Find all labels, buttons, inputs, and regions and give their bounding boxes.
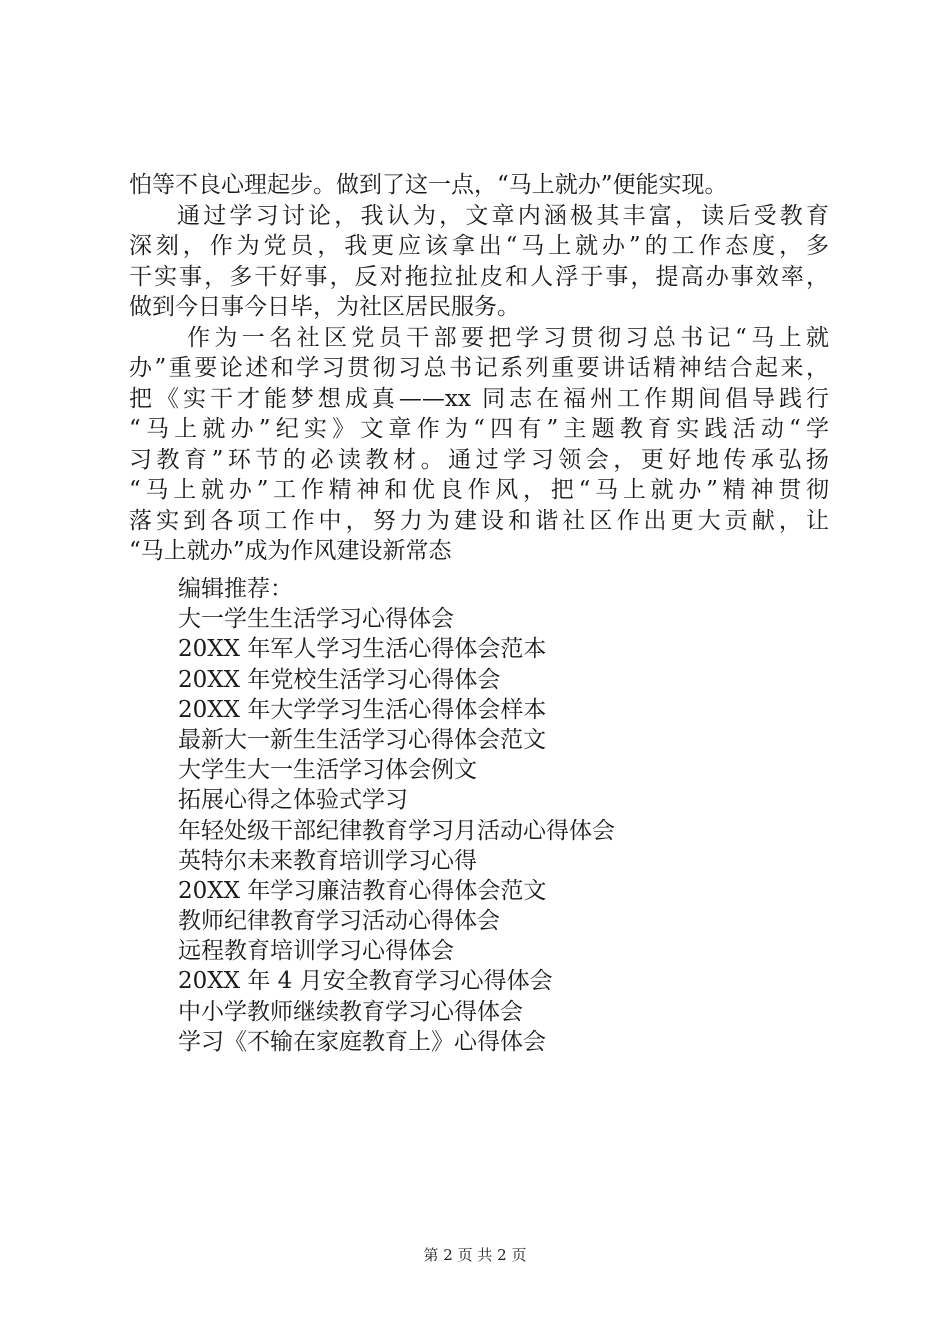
paragraph-3-line-2: 办”重要论述和学习贯彻习总书记系列重要讲话精神结合起来， — [129, 355, 829, 381]
recommend-item[interactable]: 大一学生生活学习心得体会 — [178, 606, 454, 633]
paragraph-3-line-8: “马上就办”成为作风建设新常态 — [129, 538, 452, 564]
paragraph-2-line-1: 通过学习讨论，我认为，文章内涵极其丰富，读后受教育 — [177, 202, 829, 229]
paragraph-3-line-5: 习教育”环节的必读教材。通过学习领会，更好地传承弘扬 — [129, 446, 829, 473]
recommend-item[interactable]: 最新大一新生生活学习心得体会范文 — [178, 726, 546, 753]
paragraph-1-line-1: 怕等不良心理起步。做到了这一点，“马上就办”便能实现。 — [129, 172, 728, 198]
recommend-item[interactable]: 20XX 年军人学习生活心得体会范本 — [178, 636, 547, 663]
recommend-item[interactable]: 学习《不输在家庭教育上》心得体会 — [178, 1028, 546, 1055]
paragraph-3-line-4: “马上就办”纪实》文章作为“四有”主题教育实践活动“学 — [129, 416, 829, 442]
recommend-item[interactable]: 远程教育培训学习心得体会 — [178, 938, 454, 965]
recommend-item[interactable]: 20XX 年 4 月安全教育学习心得体会 — [178, 968, 553, 995]
recommend-item[interactable]: 大学生大一生活学习体会例文 — [178, 757, 477, 784]
paragraph-3-line-7: 落实到各项工作中，努力为建设和谐社区作出更大贡献，让 — [129, 507, 829, 534]
document-body — [129, 170, 829, 567]
paragraph-3-line-1: 作为一名社区党员干部要把学习贯彻习总书记“马上就 — [187, 324, 829, 351]
paragraph-2-line-2: 深刻，作为党员，我更应该拿出“马上就办”的工作态度，多 — [129, 233, 829, 259]
paragraph-3-line-3: 把《实干才能梦想成真——xx 同志在福州工作期间倡导践行 — [129, 385, 829, 412]
page-footer: 第 2 页 共 2 页 — [423, 1246, 527, 1264]
recommend-item[interactable]: 20XX 年学习廉洁教育心得体会范文 — [178, 877, 547, 904]
recommend-item[interactable]: 20XX 年大学学习生活心得体会样本 — [178, 696, 547, 723]
paragraph-2-line-3: 干实事，多干好事，反对拖拉扯皮和人浮于事，提高办事效率， — [129, 263, 829, 290]
paragraph-3-line-6: “马上就办”工作精神和优良作风，把“马上就办”精神贯彻 — [129, 477, 829, 503]
recommend-list — [178, 574, 615, 1057]
recommend-item[interactable]: 教师纪律教育学习活动心得体会 — [178, 908, 500, 935]
recommend-item[interactable]: 英特尔未来教育培训学习心得 — [178, 847, 477, 874]
recommend-item[interactable]: 拓展心得之体验式学习 — [178, 787, 408, 814]
recommend-label: 编辑推荐： — [178, 576, 293, 602]
recommend-item[interactable]: 20XX 年党校生活学习心得体会 — [178, 666, 501, 693]
recommend-item[interactable]: 年轻处级干部纪律教育学习月活动心得体会 — [178, 817, 615, 844]
recommend-item[interactable]: 中小学教师继续教育学习心得体会 — [178, 998, 523, 1025]
paragraph-2-line-4: 做到今日事今日毕，为社区居民服务。 — [129, 294, 520, 320]
